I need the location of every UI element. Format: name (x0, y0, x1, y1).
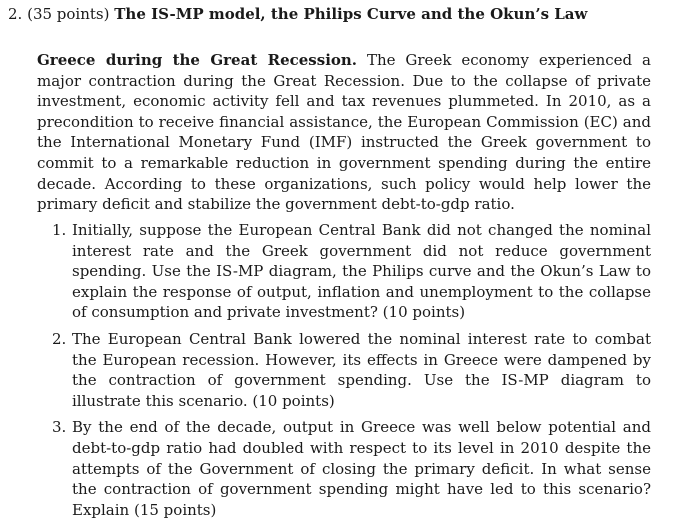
subquestion-text: By the end of the decade, output in Greece was well below potential and debt-to-gdp ratio had doubled with respect to its level in 2010 despite the attempts of the Government of closing the primary deficit. In what sense the contraction of government spending might have led to this scenario? Explain (15 points) (72, 418, 651, 519)
question-number: 2. (8, 5, 23, 23)
intro-paragraph (37, 50, 651, 215)
intro-lead: Greece during the Great Recession. (37, 51, 358, 69)
subquestion-text: Initially, suppose the European Central Bank did not changed the nominal interest rate and the Greek government did not reduce government spending. Use the IS-MP diagram, the Philips curve and the Okun’s Law to explain the response of output, inflation and unemployment to the collapse of consumption and private investment? (10 points) (72, 221, 651, 322)
question-title: The IS-MP model, the Philips Curve and the Okun’s Law (114, 5, 588, 23)
subquestion-item (37, 329, 651, 411)
subquestion-text: The European Central Bank lowered the nominal interest rate to combat the European recession. However, its effects in Greece were dampened by the contraction of government spending. Use the IS-MP diagram to illustrate this scenario. (10 points) (72, 329, 651, 410)
subquestion-list (37, 220, 651, 520)
question-header (8, 4, 587, 24)
subquestion-number: 3. (52, 418, 67, 437)
subquestion-item (37, 220, 651, 323)
subquestion-item (37, 417, 651, 520)
intro-text: The Greek economy experienced a major contraction during the Great Recession. Due to the collapse of private investment, economic activity fell and tax revenues plummeted. In 2010, as a precondition to receive financial assistance, the European Commission (EC) and the International Monetary Fund (IMF) instructed the Greek government to commit to a remarkable reduction in government spending during the entire decade. According to these organizations, such policy would help lower the primary deficit and stabilize the government debt-to-gdp ratio. (37, 51, 651, 214)
subquestion-number: 1. (52, 221, 67, 239)
question-points: (35 points) (27, 5, 110, 23)
subquestion-number: 2. (52, 329, 67, 348)
